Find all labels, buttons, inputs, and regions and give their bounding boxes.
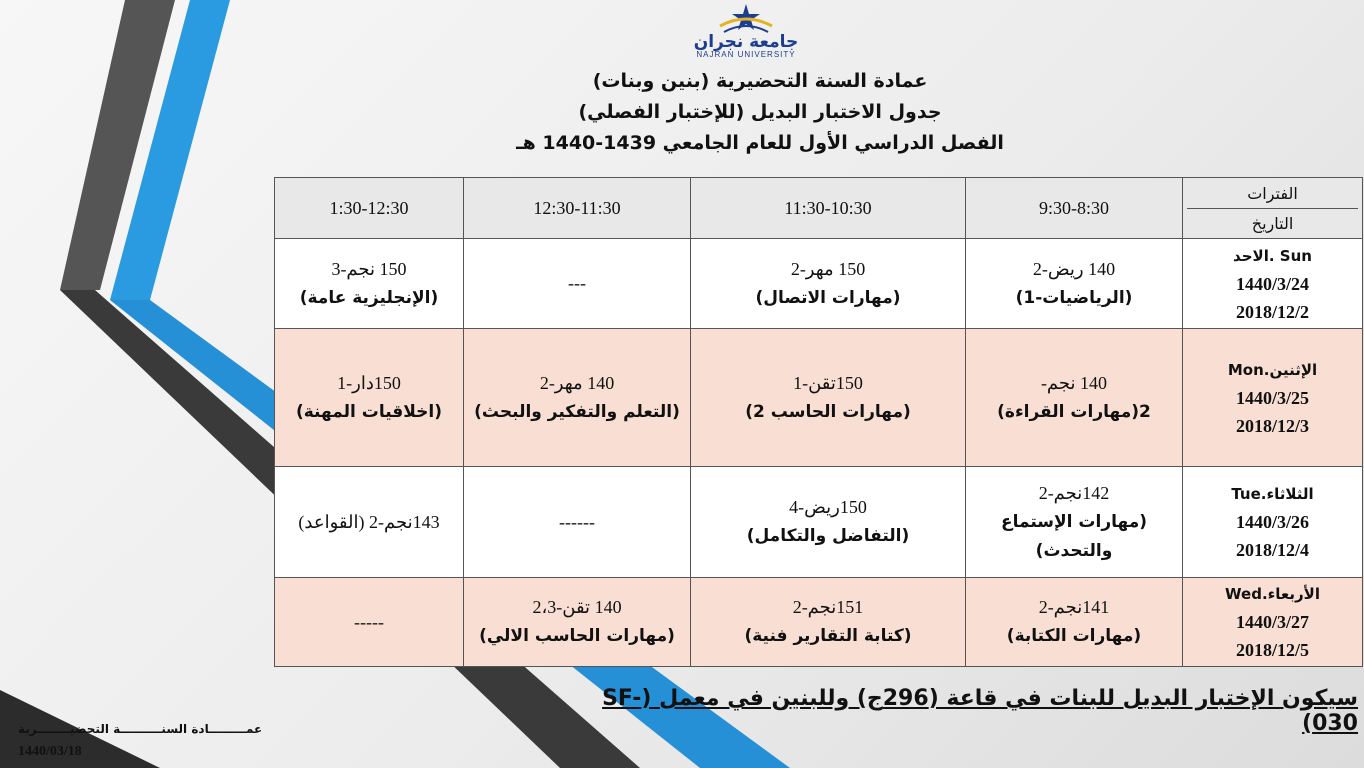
course-code: 143نجم-2 (القواعد) bbox=[298, 511, 440, 532]
course-code: 142نجم-2 bbox=[1038, 482, 1110, 503]
day-cell bbox=[1183, 329, 1363, 467]
table-header-row bbox=[275, 178, 1363, 239]
label-periods: الفترات bbox=[1187, 179, 1358, 209]
logo-english-text: NAJRAN UNIVERSITY bbox=[696, 50, 796, 59]
exam-cell bbox=[275, 467, 464, 578]
period-header: 9:30-8:30 bbox=[966, 178, 1183, 239]
course-code: --- bbox=[568, 273, 586, 293]
period-header: 11:30-10:30 bbox=[691, 178, 966, 239]
exam-cell bbox=[275, 578, 464, 667]
exam-cell bbox=[275, 239, 464, 329]
course-code: 150 مهر-2 bbox=[790, 258, 866, 279]
najran-university-logo bbox=[676, 2, 816, 60]
course-name: (مهارات الإستماع والتحدث) bbox=[1000, 511, 1148, 561]
course-name: (مهارات الاتصال) bbox=[755, 287, 901, 308]
exam-cell bbox=[464, 239, 691, 329]
exam-cell bbox=[464, 467, 691, 578]
course-code: 140 مهر-2 bbox=[539, 372, 615, 393]
course-code: 150 نجم-3 bbox=[331, 258, 407, 279]
header-label-cell bbox=[1183, 178, 1363, 239]
exam-cell bbox=[966, 329, 1183, 467]
course-code: 151نجم-2 bbox=[792, 597, 864, 617]
course-code: 150تقن-1 bbox=[793, 372, 863, 393]
course-code: 140 نجم- bbox=[1040, 372, 1108, 393]
document-title-block bbox=[470, 66, 1050, 159]
course-name: (مهارات الحاسب الالي) bbox=[479, 626, 675, 646]
course-code: ----- bbox=[354, 611, 384, 632]
hijri-date: 1440/3/27 bbox=[1235, 612, 1309, 632]
period-header: 12:30-11:30 bbox=[464, 178, 691, 239]
hijri-date: 1440/3/24 bbox=[1235, 273, 1309, 294]
day-name: الأربعاء.Wed bbox=[1225, 585, 1320, 603]
day-name: الإثنين.Mon bbox=[1227, 360, 1318, 379]
gregorian-date: 2018/12/4 bbox=[1235, 540, 1309, 560]
logo-arabic-text: جامعة نجران bbox=[693, 32, 799, 52]
exam-cell bbox=[691, 578, 966, 667]
label-date: التاريخ bbox=[1251, 213, 1294, 233]
course-name: (التفاضل والتكامل) bbox=[746, 526, 910, 546]
day-cell bbox=[1183, 467, 1363, 578]
title-line-1: عمادة السنة التحضيرية (بنين وبنات) bbox=[592, 70, 928, 92]
title-line-2: جدول الاختبار البديل (للإختبار الفصلي) bbox=[578, 101, 942, 123]
hijri-date: 1440/3/25 bbox=[1235, 387, 1309, 408]
course-code: 150ريض-4 bbox=[789, 497, 867, 517]
course-code: ------ bbox=[559, 511, 595, 532]
gregorian-date: 2018/12/2 bbox=[1235, 301, 1309, 322]
exam-schedule-table bbox=[274, 177, 1363, 667]
exam-cell bbox=[691, 467, 966, 578]
course-code: 141نجم-2 bbox=[1038, 597, 1110, 617]
course-name: (مهارات الكتابة) bbox=[1006, 626, 1142, 646]
exam-cell bbox=[691, 239, 966, 329]
gregorian-date: 2018/12/5 bbox=[1235, 640, 1309, 660]
exam-location-note: سيكون الإختبار البديل للبنات في قاعة (296ج) وللبنين في معمل (SF-030) bbox=[602, 686, 1358, 736]
exam-cell bbox=[275, 329, 464, 467]
table-row bbox=[275, 467, 1363, 578]
day-name: Sun .الاحد bbox=[1233, 246, 1312, 265]
course-name: (الرياضيات-1) bbox=[1015, 287, 1133, 308]
course-name: (اخلاقيات المهنة) bbox=[295, 401, 443, 422]
exam-cell bbox=[464, 578, 691, 667]
footer-date: 1440/03/18 bbox=[18, 744, 82, 759]
day-name: الثلاثاء.Tue bbox=[1231, 485, 1314, 503]
gregorian-date: 2018/12/3 bbox=[1235, 415, 1309, 436]
course-code: 140 ريض-2 bbox=[1032, 258, 1116, 279]
exam-cell bbox=[966, 578, 1183, 667]
table-row bbox=[275, 329, 1363, 467]
exam-cell bbox=[691, 329, 966, 467]
hijri-date: 1440/3/26 bbox=[1235, 512, 1309, 532]
exam-cell bbox=[464, 329, 691, 467]
course-name: (الإنجليزية عامة) bbox=[299, 287, 439, 308]
table-row bbox=[275, 578, 1363, 667]
logo-emblem-icon bbox=[676, 2, 816, 36]
day-cell bbox=[1183, 578, 1363, 667]
course-code: 140 تقن-2،3 bbox=[532, 597, 622, 617]
footer-department: عمـــــــــادة السنــــــــــة التحضيــــــــرية bbox=[18, 722, 263, 736]
exam-cell bbox=[966, 467, 1183, 578]
course-name: (كتابة التقارير فنية) bbox=[744, 626, 912, 646]
course-code: 150دار-1 bbox=[337, 372, 401, 393]
course-name: 2(مهارات القراءة) bbox=[997, 401, 1151, 422]
period-header: 1:30-12:30 bbox=[275, 178, 464, 239]
course-name: (مهارات الحاسب 2) bbox=[745, 401, 911, 422]
day-cell bbox=[1183, 239, 1363, 329]
exam-cell bbox=[966, 239, 1183, 329]
table-row bbox=[275, 239, 1363, 329]
title-line-3: الفصل الدراسي الأول للعام الجامعي 1439-1440 هـ bbox=[516, 132, 1004, 154]
course-name: (التعلم والتفكير والبحث) bbox=[474, 401, 680, 422]
